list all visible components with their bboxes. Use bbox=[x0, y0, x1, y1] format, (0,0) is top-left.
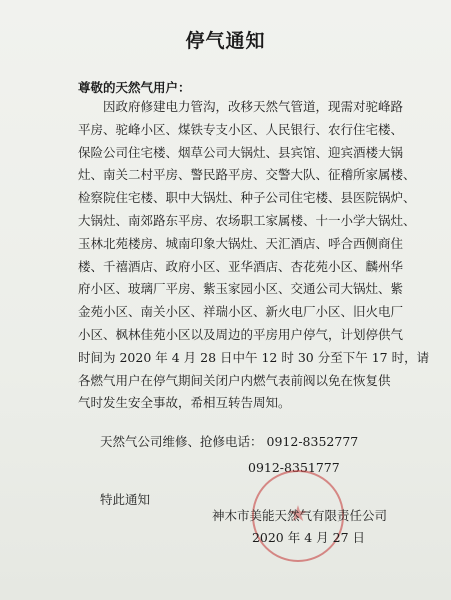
body-line: 各燃气用户在停气期间关闭户内燃气表前阀以免在恢复供 bbox=[78, 372, 391, 388]
phone-number-1: 0912-8352777 bbox=[266, 434, 359, 449]
body-line: 检察院住宅楼、职中大锅灶、种子公司住宅楼、县医院锅炉、 bbox=[78, 190, 416, 206]
body-line: 时间为 2020 年 4 月 28 日中午 12 时 30 分至下午 17 时，请 bbox=[78, 349, 430, 365]
body-line: 金苑小区、南关小区、祥瑞小区、新火电厂小区、旧火电厂 bbox=[78, 304, 404, 320]
contact-line-1 bbox=[100, 432, 358, 450]
body-line: 府小区、玻璃厂平房、紫玉家园小区、交通公司大锅灶、紫 bbox=[78, 281, 404, 297]
notice-title: 停气通知 bbox=[185, 30, 266, 52]
body-line: 大锅灶、南郊路东平房、农场职工家属楼、十一小学大锅灶、 bbox=[78, 212, 416, 228]
body-line: 小区、枫林佳苑小区以及周边的平房用户停气，计划停供气 bbox=[78, 326, 404, 342]
notice-body bbox=[78, 96, 430, 415]
body-line: 因政府修建电力管沟，改移天然气管道，现需对驼峰路 bbox=[103, 99, 404, 114]
issue-date: 2020 年 4 月 27 日 bbox=[251, 530, 365, 545]
body-line: 楼、千禧酒店、政府小区、亚华酒店、杏花苑小区、麟州华 bbox=[78, 258, 404, 274]
closing-remark: 特此通知 bbox=[100, 492, 151, 507]
salutation: 尊敬的天然气用户： bbox=[78, 80, 191, 95]
body-line: 保险公司住宅楼、烟草公司大锅灶、县宾馆、迎宾酒楼大锅 bbox=[78, 144, 404, 160]
body-line: 气时发生安全事故，希相互转告周知。 bbox=[78, 395, 291, 411]
contact-label: 天然气公司维修、抢修电话： bbox=[100, 434, 263, 449]
body-line: 平房、驼峰小区、煤铁专支小区、人民银行、农行住宅楼、 bbox=[78, 121, 404, 137]
phone-number-2: 0912-8351777 bbox=[248, 460, 340, 475]
issuing-company: 神木市美能天然气有限责任公司 bbox=[211, 508, 387, 523]
body-line: 玉林北苑楼房、城南印象大锅灶、天汇酒店、呼合西侧商住 bbox=[78, 235, 404, 251]
body-line: 灶、南关二村平房、警民路平房、交警大队、征稽所家属楼、 bbox=[78, 167, 416, 183]
